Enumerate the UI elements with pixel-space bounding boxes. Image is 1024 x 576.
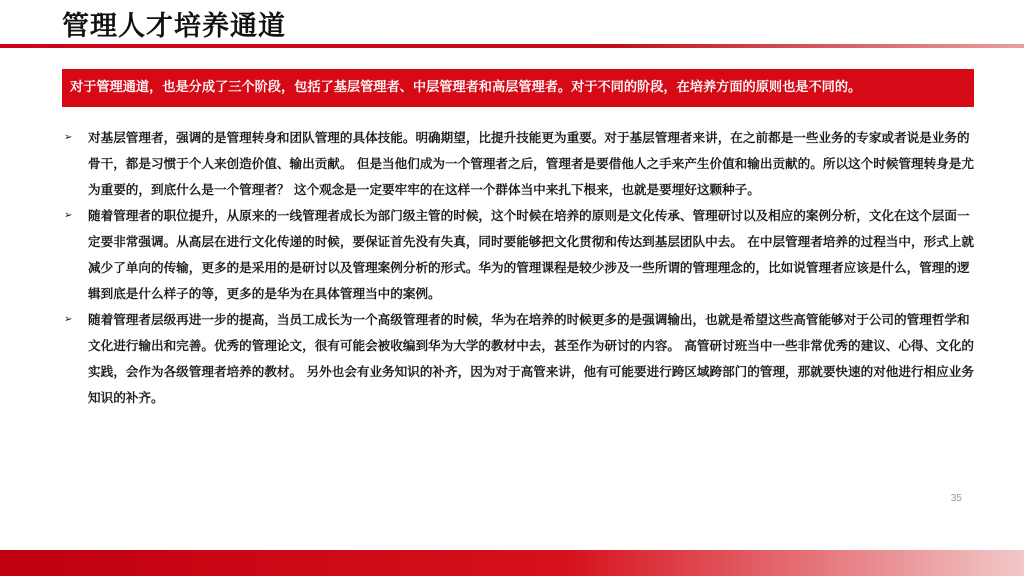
footer-bar (0, 550, 1024, 576)
slide-title: 管理人才培养通道 (62, 11, 286, 42)
bullet-list (62, 125, 974, 411)
summary-banner: 对于管理通道，也是分成了三个阶段，包括了基层管理者、中层管理者和高层管理者。对于不同的阶段，在培养方面的原则也是不同的。 (62, 69, 974, 107)
bullet-item-senior-managers (62, 307, 974, 411)
arrow-bullet-icon: ➢ (64, 210, 73, 221)
bullet-text: 对基层管理者，强调的是管理转身和团队管理的具体技能。明确期望，比提升技能更为重要。对于基层管理者来讲，在之前都是一些业务的专家或者说是业务的骨干，都是习惯于个人来创造价值、输出贡献。 但是当他们成为一个管理者之后，管理者是要借他人之手来产生价值和输出贡献的。所以这个时候管理转身是尤为重要的，到底什么是一个管理者？ 这个观念是一定要牢牢的在这样一个群体当中来扎下根来，也就是要埋好这颗种子。 (88, 130, 974, 197)
bullet-item-middle-managers (62, 203, 974, 307)
arrow-bullet-icon: ➢ (64, 132, 73, 143)
bullet-text: 随着管理者层级再进一步的提高，当员工成长为一个高级管理者的时候，华为在培养的时候更多的是强调输出，也就是希望这些高管能够对于公司的管理哲学和文化进行输出和完善。优秀的管理论文，很有可能会被收编到华为大学的教材中去，甚至作为研讨的内容。 高管研讨班当中一些非常优秀的建议、心得、文化的实践，会作为各级管理者培养的教材。 另外也会有业务知识的补齐，因为对于高管来讲，他有可能要进行跨区域跨部门的管理，那就要快速的对他进行相应业务知识的补齐。 (88, 312, 974, 405)
bullet-text: 随着管理者的职位提升，从原来的一线管理者成长为部门级主管的时候，这个时候在培养的原则是文化传承、管理研讨以及相应的案例分析，文化在这个层面一定要非常强调。从高层在进行文化传递的时候，要保证首先没有失真，同时要能够把文化贯彻和传达到基层团队中去。 在中层管理者培养的过程当中，形式上就减少了单向的传输，更多的是采用的是研讨以及管理案例分析的形式。华为的管理课程是较少涉及一些所谓的管理理念的，比如说管理者应该是什么，管理的逻辑到底是什么样子的等，更多的是华为在具体管理当中的案例。 (88, 208, 974, 301)
page-number: 35 (950, 493, 962, 504)
bullet-item-basic-managers (62, 125, 974, 203)
arrow-bullet-icon: ➢ (64, 314, 73, 325)
title-underline (0, 44, 1024, 48)
